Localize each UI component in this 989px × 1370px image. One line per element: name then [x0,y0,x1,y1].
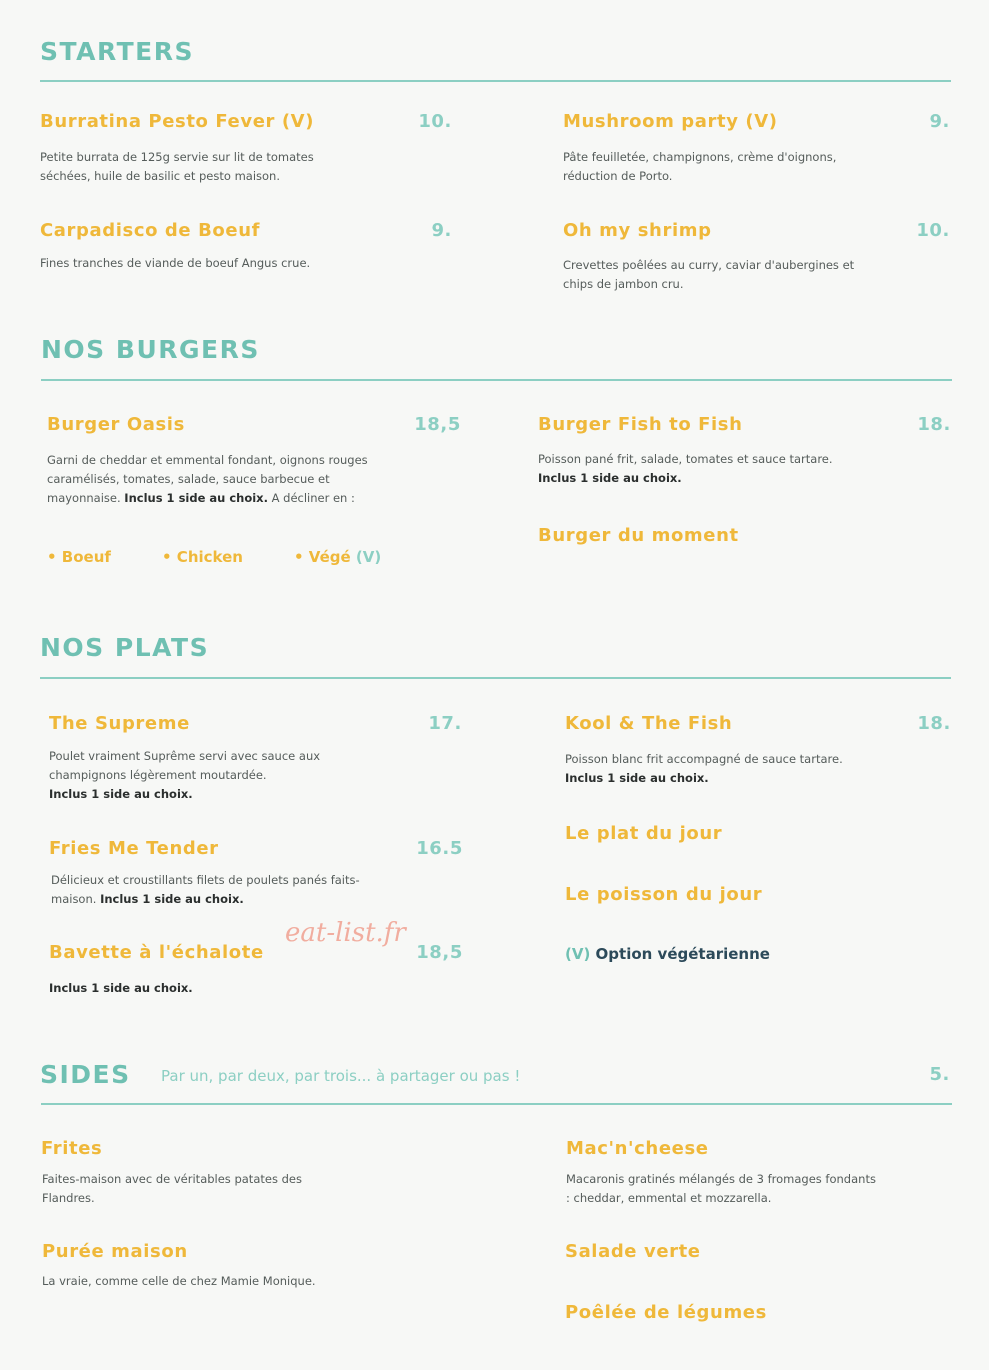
vegetarian-legend-text: Option végétarienne [590,945,770,963]
side-name-puree: Purée maison [42,1241,188,1262]
sides-price: 5. [929,1064,950,1085]
item-name-bavette: Bavette à l'échalote [49,942,264,963]
fries-desc-text: Délicieux et croustillants filets de poulets panés faits-maison. [51,873,360,906]
side-desc-mac-cheese: Macaronis gratinés mélangés de 3 fromages fondants : cheddar, emmental et mozzarella. [566,1172,876,1205]
item-desc-supreme [49,747,349,804]
item-name-burratina: Burratina Pesto Fever (V) [40,111,315,132]
side-name-salade-verte: Salade verte [565,1241,701,1262]
item-name-plat-du-jour: Le plat du jour [565,823,723,844]
side-name-poelee-legumes: Poêlée de légumes [565,1302,767,1323]
item-desc-carpadisco: Fines tranches de viande de boeuf Angus crue. [40,256,311,270]
item-name-kool-fish: Kool & The Fish [565,713,733,734]
bavette-included: Inclus 1 side au choix. [49,981,193,995]
burger-oasis-suffix: A décliner en : [267,491,355,505]
kool-desc-text: Poisson blanc frit accompagné de sauce tartare. [565,752,843,766]
starters-divider [40,80,951,82]
item-name-fries-me-tender: Fries Me Tender [49,838,219,859]
sides-divider [41,1103,952,1105]
side-name-frites: Frites [41,1138,103,1159]
item-name-carpadisco: Carpadisco de Boeuf [40,220,261,241]
item-desc-fries-me-tender [51,871,371,909]
burger-oasis-desc-text: Garni de cheddar et emmental fondant, oignons rouges caramélisés, tomates, salade, sauce barbecue et mayonnaise. [47,453,368,505]
burgers-divider [41,379,952,381]
item-desc-burger-fish [538,450,918,488]
item-price-shrimp: 10. [916,220,950,241]
supreme-desc-text: Poulet vraiment Suprême servi avec sauce aux champignons légèrement moutardée. [49,749,321,782]
option-vege-label: • Végé [294,548,351,566]
item-price-burratina: 10. [418,111,452,132]
item-name-shrimp: Oh my shrimp [563,220,712,241]
item-desc-kool-fish [565,750,925,788]
fries-included: Inclus 1 side au choix. [100,892,244,906]
item-price-fries-me-tender: 16.5 [416,838,463,859]
item-desc-bavette [49,979,349,998]
item-price-carpadisco: 9. [431,220,452,241]
item-desc-shrimp: Crevettes poêlées au curry, caviar d'aubergines et chips de jambon cru. [563,258,855,291]
item-name-burger-moment: Burger du moment [538,525,739,546]
item-price-burger-fish: 18. [917,414,951,435]
burgers-title: NOS BURGERS [41,335,260,364]
burger-oasis-included: Inclus 1 side au choix. [124,491,268,505]
item-name-poisson-du-jour: Le poisson du jour [565,884,763,905]
item-name-supreme: The Supreme [49,713,190,734]
supreme-included: Inclus 1 side au choix. [49,787,193,801]
item-desc-burratina: Petite burrata de 125g servie sur lit de tomates séchées, huile de basilic et pesto maison. [40,150,314,183]
plats-divider [40,677,951,679]
item-price-burger-oasis: 18,5 [414,414,461,435]
option-vege [294,547,381,567]
item-name-burger-fish: Burger Fish to Fish [538,414,743,435]
side-desc-frites: Faites-maison avec de véritables patates des Flandres. [42,1172,302,1205]
item-price-supreme: 17. [428,713,462,734]
burger-fish-desc-text: Poisson pané frit, salade, tomates et sauce tartare. [538,452,833,466]
side-desc-puree: La vraie, comme celle de chez Mamie Monique. [42,1274,316,1288]
side-name-mac-cheese: Mac'n'cheese [566,1138,709,1159]
sides-tagline: Par un, par deux, par trois... à partager ou pas ! [161,1067,521,1085]
option-boeuf: • Boeuf [47,548,111,566]
burger-fish-included: Inclus 1 side au choix. [538,471,682,485]
kool-included: Inclus 1 side au choix. [565,771,709,785]
watermark: eat-list.fr [285,918,406,948]
item-desc-mushroom: Pâte feuilletée, champignons, crème d'oignons, réduction de Porto. [563,150,837,183]
item-price-bavette: 18,5 [416,942,463,963]
item-name-burger-oasis: Burger Oasis [47,414,185,435]
sides-title: SIDES [40,1060,131,1089]
item-price-kool-fish: 18. [917,713,951,734]
option-vege-mark: (V) [350,548,382,566]
plats-title: NOS PLATS [40,633,210,662]
item-desc-burger-oasis [47,451,377,508]
vegetarian-legend [565,944,770,964]
option-chicken: • Chicken [162,548,243,566]
starters-title: STARTERS [40,37,194,66]
item-price-mushroom: 9. [929,111,950,132]
vegetarian-legend-mark: (V) [565,945,591,963]
item-name-mushroom: Mushroom party (V) [563,111,778,132]
